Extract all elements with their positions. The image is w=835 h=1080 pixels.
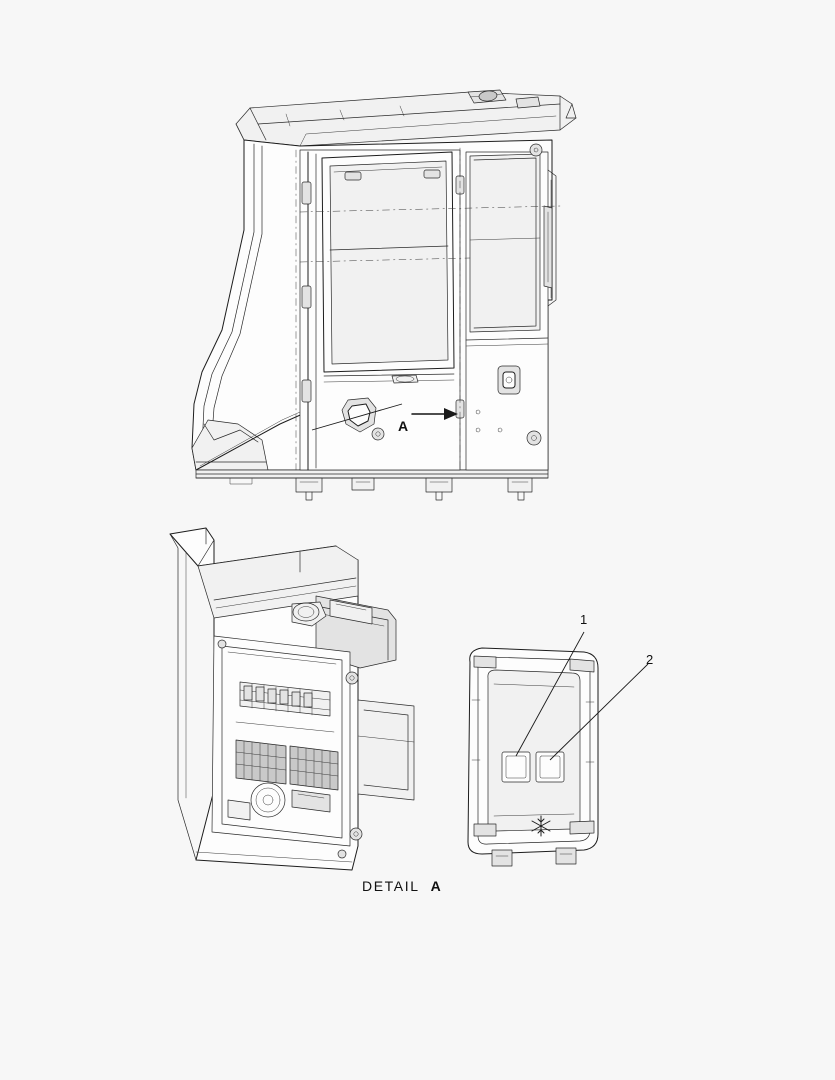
callout-2-number: 2 [646,652,654,667]
cab-mounting-feet [196,478,548,500]
detail-caption [362,878,441,894]
detail-cover-panel [468,648,598,866]
cab-door [300,150,460,470]
section-arrow-letter: A [398,418,409,434]
switch-opening-2 [536,752,564,782]
detail-caption-letter: A [430,878,442,894]
detail-caption-prefix: DETAIL [362,878,420,894]
cab-roof [236,90,576,146]
rear-latch [498,366,520,394]
switch-opening-1 [502,752,530,782]
cab-rear-panel [466,144,548,470]
detail-console-assembly [170,528,414,870]
callout-1-number: 1 [580,612,588,627]
round-connector [251,783,285,817]
